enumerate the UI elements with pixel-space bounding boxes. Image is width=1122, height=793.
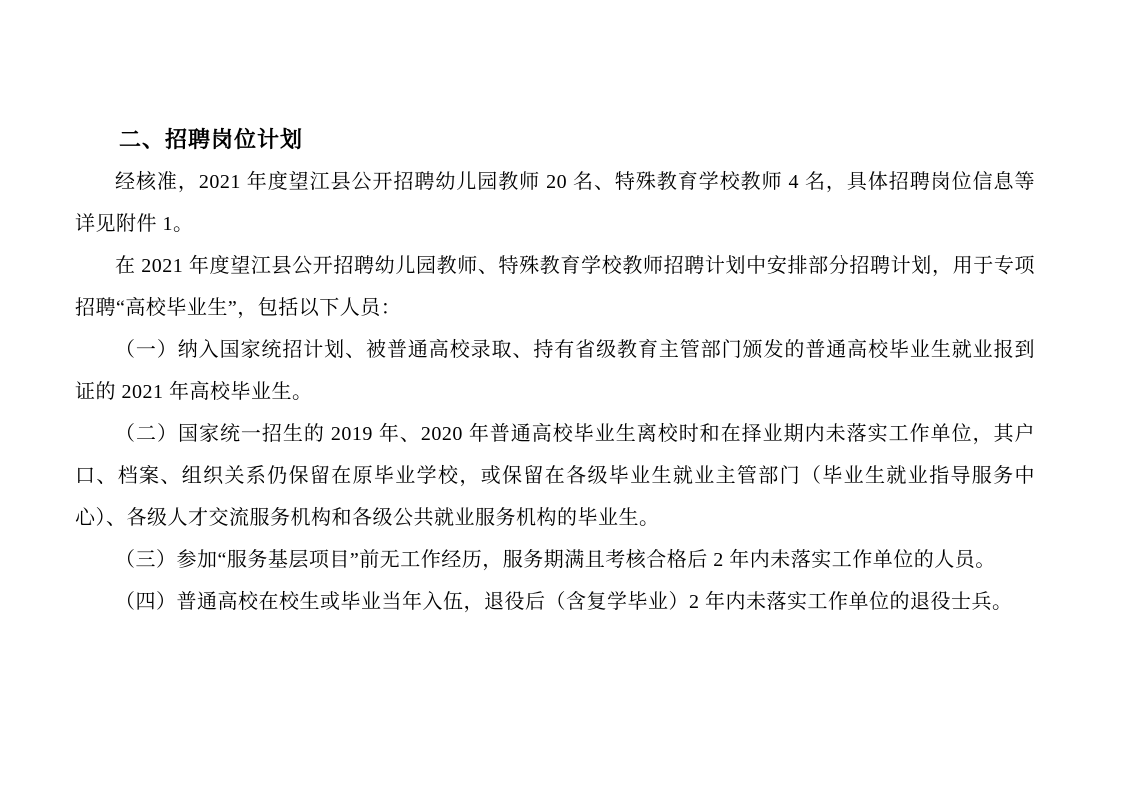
- document-content: [75, 119, 1035, 623]
- body-paragraph-1: 经核准，2021 年度望江县公开招聘幼儿园教师 20 名、特殊教育学校教师 4 名，具体招聘岗位信息等详见附件 1。: [75, 171, 1035, 235]
- body-paragraph-3: （一）纳入国家统招计划、被普通高校录取、持有省级教育主管部门颁发的普通高校毕业生就业报到证的 2021 年高校毕业生。: [75, 339, 1035, 403]
- body-paragraph-5: （三）参加“服务基层项目”前无工作经历，服务期满且考核合格后 2 年内未落实工作单位的人员。: [115, 549, 996, 571]
- body-paragraph-2: 在 2021 年度望江县公开招聘幼儿园教师、特殊教育学校教师招聘计划中安排部分招聘计划，用于专项招聘“高校毕业生”，包括以下人员：: [75, 255, 1035, 319]
- section-heading: 二、招聘岗位计划: [119, 127, 304, 152]
- body-paragraph-6: （四）普通高校在校生或毕业当年入伍，退役后（含复学毕业）2 年内未落实工作单位的退役士兵。: [115, 591, 1013, 613]
- body-paragraph-4: （二）国家统一招生的 2019 年、2020 年普通高校毕业生离校时和在择业期内未落实工作单位，其户口、档案、组织关系仍保留在原毕业学校，或保留在各级毕业生就业主管部门（毕业生就业指导服务中心）、各级人才交流服务机构和各级公共就业服务机构的毕业生。: [75, 423, 1035, 529]
